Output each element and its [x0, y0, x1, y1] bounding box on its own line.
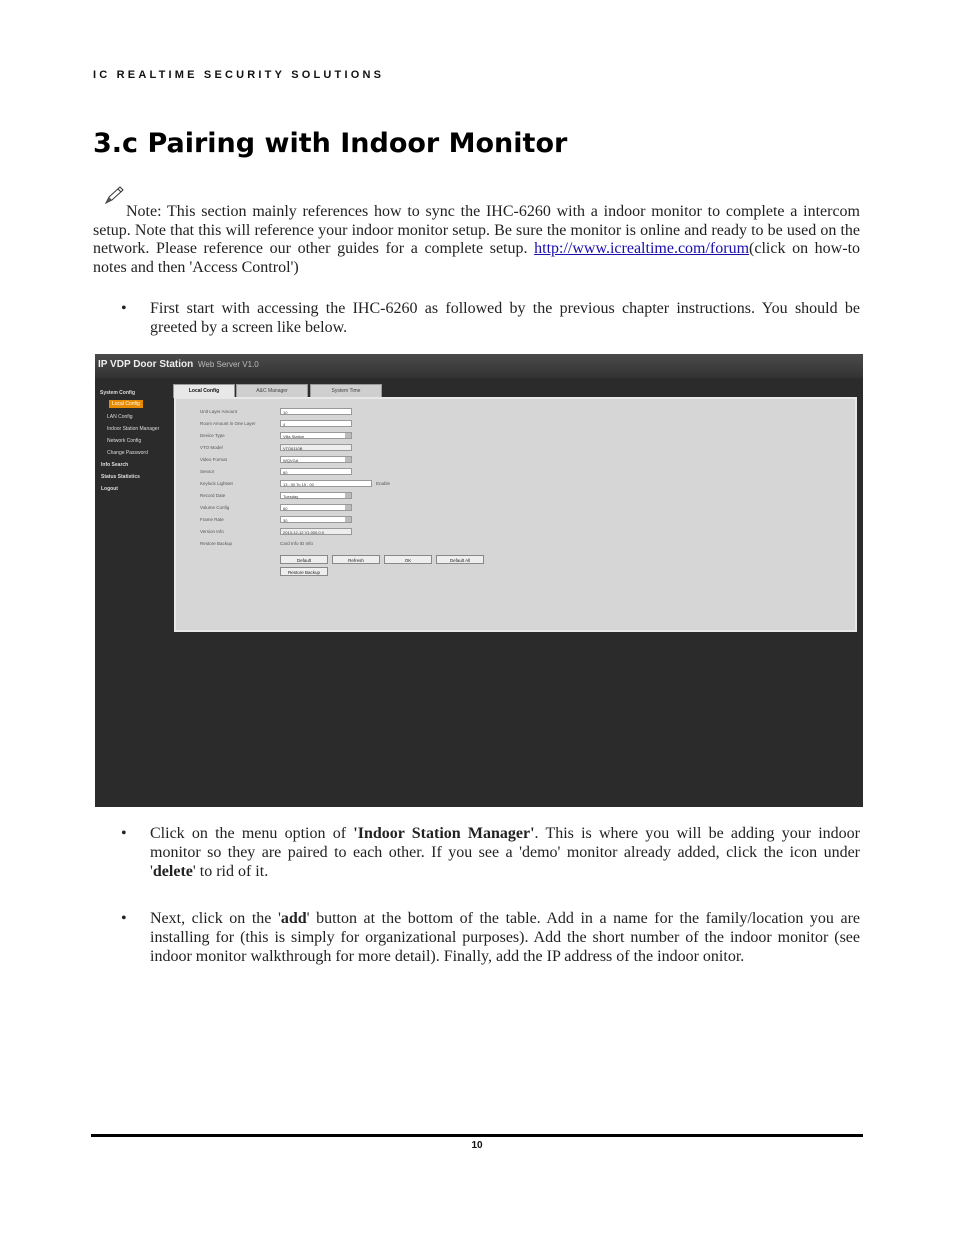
- field-time-range[interactable]: 13 : 00 To 15 : 00: [280, 480, 372, 487]
- field-label: Room Amount in One Layer: [200, 421, 256, 426]
- sidebar-item-status-statistics[interactable]: Status Statistics: [101, 474, 140, 480]
- enable-checkbox-label[interactable]: Enable: [376, 481, 391, 486]
- sidebar-item-system-config[interactable]: System Config: [100, 390, 136, 396]
- sidebar-item-indoor-station-manager[interactable]: Indoor Station Manager: [107, 426, 160, 432]
- header-brand: IC REALTIME SECURITY SOLUTIONS: [93, 69, 385, 81]
- field-label: Unit Layer Amount: [200, 409, 238, 414]
- tab-ac-manager[interactable]: A&C Manager: [236, 384, 308, 398]
- forum-link[interactable]: http://www.icrealtime.com/forum: [534, 240, 750, 258]
- default-button[interactable]: Default: [280, 555, 328, 564]
- field-label: Restore Backup: [200, 541, 233, 546]
- field-select[interactable]: 30: [280, 516, 352, 523]
- bullet-2-text: ' to rid of it.: [192, 863, 269, 881]
- screenshot-config-panel: [174, 397, 857, 632]
- bullet-3-text: ' button at the bottom of the table. Add in a name for the family/location you are installing for (this is simply for organizational purposes). Add the short number of the indoor monitor (see indoor monitor walkthrough for more detail). Finally, add the IP address of the indoor onitor.: [150, 910, 861, 966]
- field-select[interactable]: Tuesday: [280, 492, 352, 499]
- app-subtitle: Web Server V1.0: [197, 360, 259, 369]
- sidebar-item-local-config[interactable]: Local Config: [109, 400, 143, 408]
- note-paragraph: [93, 203, 860, 277]
- bullet-3: [150, 909, 860, 967]
- field-label: Sensor: [200, 469, 215, 474]
- page-title: 3.c Pairing with Indoor Monitor: [93, 128, 568, 159]
- bullet-2-bold: 'Indoor Station Manager': [353, 825, 535, 842]
- bullet-3-text: Next, click on the ': [150, 910, 281, 927]
- footer-rule: [91, 1134, 863, 1137]
- app-title: IP VDP Door Station: [98, 359, 194, 370]
- field-input[interactable]: 60: [280, 468, 352, 475]
- field-select[interactable]: Villa Station: [280, 432, 352, 439]
- field-label: Video Format: [200, 457, 227, 462]
- page-number: 10: [471, 1140, 483, 1151]
- field-label: Device Type: [200, 433, 225, 438]
- field-readonly: 2013-12-12 V1.000.0.0: [280, 528, 352, 535]
- tab-local-config[interactable]: Local Config: [173, 384, 235, 398]
- restore-backup-button[interactable]: Restore Backup: [280, 567, 328, 576]
- bullet-2: [150, 824, 860, 882]
- field-label: Record Date: [200, 493, 226, 498]
- pencil-icon: [104, 185, 126, 205]
- sidebar-item-logout[interactable]: Logout: [101, 486, 118, 492]
- default-all-button[interactable]: Default All: [436, 555, 484, 564]
- screenshot-app-title: [98, 359, 259, 370]
- sidebar-item-change-password[interactable]: Change Password: [107, 450, 148, 456]
- field-readonly: VTO6110B: [280, 444, 352, 451]
- screenshot-title-bar: [95, 354, 863, 378]
- sidebar-item-info-search[interactable]: Info Search: [101, 462, 129, 468]
- field-label: Frame Rate: [200, 517, 224, 522]
- bullet-3-bold: add: [280, 910, 307, 927]
- field-label: VTO Model: [200, 445, 223, 450]
- screenshot-sidebar: [95, 378, 173, 807]
- bullet-2-text: Click on the menu option of: [150, 825, 354, 842]
- field-select[interactable]: 60: [280, 504, 352, 511]
- sidebar-item-network-config[interactable]: Network Config: [107, 438, 142, 444]
- bullet-dot: •: [121, 825, 127, 842]
- field-input[interactable]: 4: [280, 420, 352, 427]
- bullet-1-text: First start with accessing the IHC-6260 as followed by the previous chapter instructions. You should be greeted by a screen like below.: [150, 300, 860, 337]
- bullet-2-text: . This is where you will be adding your indoor monitor so they are paired to each other. If you see a 'demo' monitor already added, click the icon under ': [150, 825, 861, 881]
- refresh-button[interactable]: Refresh: [332, 555, 380, 564]
- field-label: Keylock Lightset: [200, 481, 233, 486]
- restore-options[interactable]: Card Info ID Info: [280, 541, 314, 546]
- field-select[interactable]: WQVGA: [280, 456, 352, 463]
- web-ui-screenshot: [95, 354, 863, 807]
- field-input[interactable]: 10: [280, 408, 352, 415]
- bullet-1: [150, 299, 860, 337]
- bullet-dot: •: [121, 910, 127, 927]
- note-text: Note: This section mainly references how to sync the IHC-6260 with a indoor monitor to complete a intercom setup. Note that this will reference your indoor monitor setup. Be sure the monitor is online and ready to be used on the network. Please reference our other guides for a complete setup.: [93, 203, 860, 258]
- tab-system-time[interactable]: System Time: [310, 384, 382, 398]
- sidebar-item-lan-config[interactable]: LAN Config: [107, 414, 133, 420]
- field-label: Volume Config: [200, 505, 230, 510]
- bullet-dot: •: [121, 300, 127, 317]
- bullet-2-bold: delete: [152, 863, 193, 881]
- ok-button[interactable]: OK: [384, 555, 432, 564]
- field-label: Version Info: [200, 529, 224, 534]
- note-after-link: (click on how-to notes and then 'Access Control'): [93, 240, 861, 276]
